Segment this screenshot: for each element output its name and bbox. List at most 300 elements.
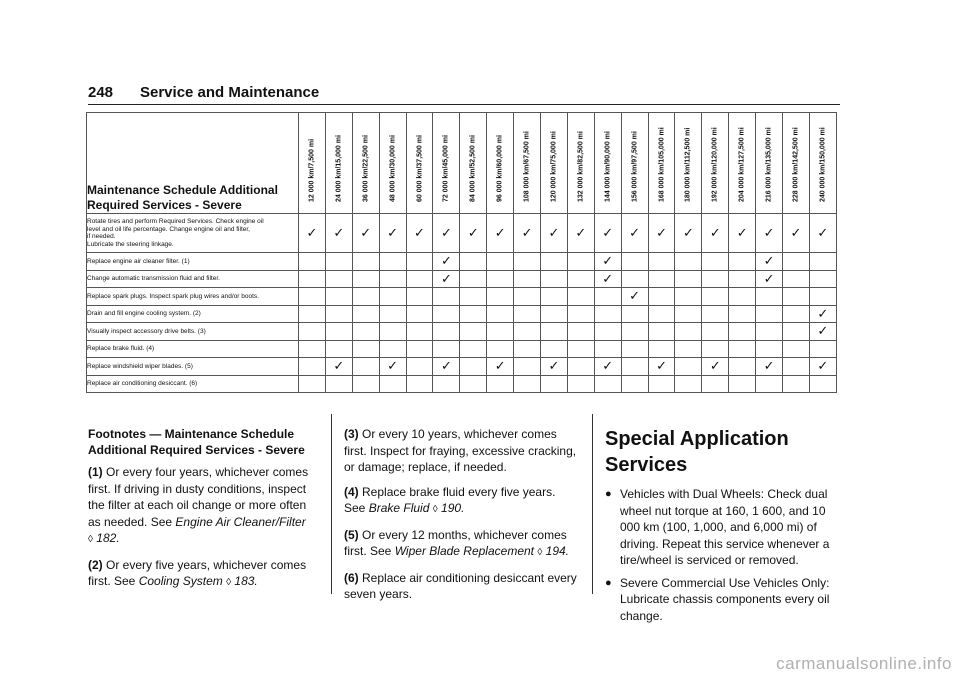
empty-cell <box>541 340 568 358</box>
empty-cell <box>487 340 514 358</box>
interval-label: 216 000 km/135,000 mi <box>765 127 773 202</box>
service-label-line: Drain and fill engine cooling system. (2) <box>87 310 201 317</box>
special-services-item-text: Vehicles with Dual Wheels: Check dual wheel nut torque at 160, 1 600, and 10 000 km (100, 1,000, and 6,000 mi) of driving. Repeat this service whenever a tire/wheel is serviced or removed. <box>620 487 830 567</box>
page-ref-icon: ◊ <box>537 547 543 558</box>
check-cell <box>406 214 433 253</box>
interval-label: 192 000 km/120,000 mi <box>711 127 719 202</box>
check-cell <box>809 305 836 323</box>
empty-cell <box>809 270 836 288</box>
empty-cell <box>299 253 326 271</box>
empty-cell <box>702 270 729 288</box>
interval-label: 156 000 km/97,500 mi <box>631 131 639 202</box>
special-services-item-text: Severe Commercial Use Vehicles Only: Lubricate chassis components every oil change. <box>620 575 830 623</box>
interval-label: 240 000 km/150,000 mi <box>819 127 827 202</box>
checkmark-icon: ✓ <box>629 288 641 304</box>
empty-cell <box>594 375 621 393</box>
interval-label: 168 000 km/105,000 mi <box>658 127 666 202</box>
check-cell <box>756 214 783 253</box>
service-label <box>87 375 299 393</box>
empty-cell <box>809 253 836 271</box>
checkmark-icon: ✓ <box>467 225 479 240</box>
empty-cell <box>567 323 594 341</box>
empty-cell <box>460 375 487 393</box>
check-cell <box>675 214 702 253</box>
empty-cell <box>352 270 379 288</box>
empty-cell <box>567 375 594 393</box>
schedule-title-line1: Maintenance Schedule Additional <box>87 183 278 197</box>
check-cell <box>809 358 836 376</box>
empty-cell <box>675 253 702 271</box>
footnote-4 <box>344 484 580 519</box>
service-label-line: Replace air conditioning desiccant. (6) <box>87 380 198 387</box>
empty-cell <box>621 323 648 341</box>
checkmark-icon: ✓ <box>629 225 641 240</box>
checkmark-icon: ✓ <box>602 225 614 240</box>
schedule-title <box>87 113 299 214</box>
service-label <box>87 323 299 341</box>
footnotes-column-2 <box>344 414 580 611</box>
footnote-5 <box>344 527 580 562</box>
empty-cell <box>299 288 326 306</box>
check-cell <box>594 358 621 376</box>
empty-cell <box>783 375 810 393</box>
empty-cell <box>594 340 621 358</box>
empty-cell <box>675 340 702 358</box>
empty-cell <box>756 323 783 341</box>
special-services-heading: Special Application Services <box>605 428 789 476</box>
footnote-3 <box>344 426 580 476</box>
checkmark-icon: ✓ <box>548 358 560 374</box>
interval-label: 60 000 km/37,500 mi <box>416 135 423 202</box>
empty-cell <box>514 270 541 288</box>
interval-label: 12 000 km/7,500 mi <box>308 138 316 202</box>
interval-header <box>460 113 487 214</box>
interval-header <box>514 113 541 214</box>
interval-label: 48 000 km/30,000 mi <box>389 135 397 202</box>
table-row <box>87 323 837 341</box>
checkmark-icon: ✓ <box>575 225 587 240</box>
empty-cell <box>621 375 648 393</box>
footnote-end: . <box>461 501 465 515</box>
empty-cell <box>487 288 514 306</box>
footnote-text: Or every four years, whichever comes first. If driving in dusty conditions, inspect the filter at each oil change or more often as needed. See <box>88 465 309 529</box>
footnote-number: (1) <box>88 465 103 479</box>
empty-cell <box>433 375 460 393</box>
empty-cell <box>433 323 460 341</box>
header-rule <box>88 104 840 105</box>
empty-cell <box>433 305 460 323</box>
footnote-page-ref[interactable]: 194 <box>545 544 566 558</box>
empty-cell <box>352 323 379 341</box>
interval-header <box>433 113 460 214</box>
interval-header <box>702 113 729 214</box>
empty-cell <box>809 375 836 393</box>
empty-cell <box>594 323 621 341</box>
empty-cell <box>729 323 756 341</box>
empty-cell <box>325 340 352 358</box>
empty-cell <box>567 358 594 376</box>
footnote-text: Or every five years, whichever comes first. See <box>88 557 307 588</box>
empty-cell <box>783 340 810 358</box>
empty-cell <box>541 288 568 306</box>
interval-header <box>809 113 836 214</box>
table-row <box>87 288 837 306</box>
interval-header <box>756 113 783 214</box>
table-row <box>87 375 837 393</box>
check-cell <box>621 288 648 306</box>
maintenance-schedule-table <box>86 112 837 393</box>
check-cell <box>702 214 729 253</box>
empty-cell <box>379 288 406 306</box>
footnote-page-ref[interactable]: 183 <box>234 574 255 588</box>
table-row <box>87 358 837 376</box>
empty-cell <box>783 270 810 288</box>
empty-cell <box>487 323 514 341</box>
checkmark-icon: ✓ <box>763 225 775 240</box>
check-cell <box>648 214 675 253</box>
check-cell <box>756 358 783 376</box>
empty-cell <box>406 270 433 288</box>
interval-header <box>541 113 568 214</box>
column-divider <box>331 414 332 594</box>
special-services-item <box>605 575 841 625</box>
empty-cell <box>729 375 756 393</box>
empty-cell <box>567 270 594 288</box>
footnote-1 <box>88 464 310 549</box>
empty-cell <box>299 270 326 288</box>
special-services-item <box>605 486 841 569</box>
empty-cell <box>729 305 756 323</box>
service-label-line: Rotate tires and perform Required Services. Check engine oil <box>87 218 264 225</box>
footnote-number: (5) <box>344 527 359 542</box>
interval-header <box>487 113 514 214</box>
empty-cell <box>299 375 326 393</box>
check-cell <box>299 214 326 253</box>
service-label-line: Change automatic transmission fluid and filter. <box>87 275 220 282</box>
service-label <box>87 358 299 376</box>
empty-cell <box>406 340 433 358</box>
footnote-link-engine-air-cleaner[interactable]: Engine Air Cleaner/Filter <box>175 514 306 529</box>
page-header <box>88 84 840 104</box>
empty-cell <box>567 340 594 358</box>
interval-header <box>594 113 621 214</box>
table-row <box>87 214 837 253</box>
empty-cell <box>406 305 433 323</box>
footnote-end: . <box>565 544 570 558</box>
empty-cell <box>352 305 379 323</box>
interval-label: 228 000 km/142,500 mi <box>792 127 800 202</box>
interval-label: 72 000 km/45,000 mi <box>442 135 450 202</box>
checkmark-icon: ✓ <box>414 225 425 240</box>
footnote-number: (2) <box>88 557 103 572</box>
check-cell <box>648 358 675 376</box>
footnote-number: (3) <box>344 427 359 441</box>
checkmark-icon: ✓ <box>817 358 829 374</box>
empty-cell <box>487 270 514 288</box>
interval-header <box>299 113 326 214</box>
interval-label: 96 000 km/60,000 mi <box>496 135 504 202</box>
checkmark-icon: ✓ <box>494 358 506 374</box>
empty-cell <box>379 305 406 323</box>
empty-cell <box>325 375 352 393</box>
checkmark-icon: ✓ <box>306 225 318 240</box>
checkmark-icon: ✓ <box>333 225 345 240</box>
checkmark-icon: ✓ <box>333 358 345 374</box>
interval-header <box>567 113 594 214</box>
checkmark-icon: ✓ <box>602 270 614 286</box>
empty-cell <box>514 340 541 358</box>
empty-cell <box>648 305 675 323</box>
empty-cell <box>675 288 702 306</box>
empty-cell <box>299 340 326 358</box>
empty-cell <box>406 358 433 376</box>
check-cell <box>433 214 460 253</box>
page-ref-icon: ◊ <box>88 534 93 545</box>
service-label-line: Replace spark plugs. Inspect spark plug wires and/or boots. <box>87 292 259 300</box>
empty-cell <box>648 323 675 341</box>
checkmark-icon: ✓ <box>387 225 399 240</box>
empty-cell <box>514 288 541 306</box>
empty-cell <box>541 323 568 341</box>
empty-cell <box>487 253 514 271</box>
schedule-body <box>87 214 837 393</box>
empty-cell <box>729 358 756 376</box>
empty-cell <box>675 358 702 376</box>
empty-cell <box>433 340 460 358</box>
interval-header <box>621 113 648 214</box>
schedule-title-line2: Required Services - Severe <box>87 198 242 212</box>
table-row <box>87 270 837 288</box>
footnote-2 <box>88 557 310 592</box>
service-label <box>87 270 299 288</box>
empty-cell <box>514 358 541 376</box>
empty-cell <box>433 288 460 306</box>
empty-cell <box>514 305 541 323</box>
check-cell <box>729 214 756 253</box>
empty-cell <box>756 375 783 393</box>
footnote-page-ref[interactable]: 182 <box>96 531 117 545</box>
empty-cell <box>567 305 594 323</box>
column-divider <box>592 414 593 594</box>
check-cell <box>702 358 729 376</box>
empty-cell <box>783 288 810 306</box>
interval-label: 24 000 km/15,000 mi <box>335 135 343 202</box>
interval-header <box>783 113 810 214</box>
empty-cell <box>325 288 352 306</box>
checkmark-icon: ✓ <box>763 270 775 286</box>
empty-cell <box>379 375 406 393</box>
empty-cell <box>299 323 326 341</box>
checkmark-icon: ✓ <box>440 225 452 240</box>
check-cell <box>352 214 379 253</box>
checkmark-icon: ✓ <box>790 225 802 240</box>
check-cell <box>567 214 594 253</box>
empty-cell <box>702 305 729 323</box>
check-cell <box>487 358 514 376</box>
service-label <box>87 288 299 306</box>
checkmark-icon: ✓ <box>602 358 614 374</box>
service-label <box>87 305 299 323</box>
footnotes-heading-line1: Footnotes — Maintenance Schedule <box>88 427 295 441</box>
empty-cell <box>594 305 621 323</box>
service-label <box>87 253 299 271</box>
empty-cell <box>325 305 352 323</box>
checkmark-icon: ✓ <box>763 253 775 269</box>
page-number: 248 <box>88 84 114 101</box>
check-cell <box>487 214 514 253</box>
bullet-icon: ● <box>605 488 612 500</box>
table-row <box>87 253 837 271</box>
empty-cell <box>729 253 756 271</box>
empty-cell <box>379 270 406 288</box>
empty-cell <box>675 270 702 288</box>
service-label-line: Replace engine air cleaner filter. (1) <box>87 257 190 265</box>
footnote-6 <box>344 570 580 603</box>
checkmark-icon: ✓ <box>602 253 614 269</box>
service-label-line: if needed. <box>87 233 116 240</box>
check-cell <box>809 214 836 253</box>
empty-cell <box>460 340 487 358</box>
service-label <box>87 214 299 253</box>
empty-cell <box>648 288 675 306</box>
footnote-text: Or every 10 years, whichever comes first. Inspect for fraying, excessive cracking, or damage; replace, if needed. <box>344 427 577 474</box>
empty-cell <box>675 323 702 341</box>
empty-cell <box>487 375 514 393</box>
empty-cell <box>406 323 433 341</box>
empty-cell <box>621 270 648 288</box>
empty-cell <box>541 270 568 288</box>
bullet-icon: ● <box>605 576 612 589</box>
empty-cell <box>352 253 379 271</box>
empty-cell <box>648 270 675 288</box>
empty-cell <box>325 270 352 288</box>
empty-cell <box>352 340 379 358</box>
interval-header <box>729 113 756 214</box>
check-cell <box>433 253 460 271</box>
checkmark-icon: ✓ <box>494 225 506 240</box>
checkmark-icon: ✓ <box>656 358 667 374</box>
check-cell <box>783 214 810 253</box>
empty-cell <box>460 270 487 288</box>
interval-header <box>352 113 379 214</box>
check-cell <box>594 270 621 288</box>
interval-header <box>406 113 433 214</box>
empty-cell <box>702 288 729 306</box>
table-row <box>87 340 837 358</box>
empty-cell <box>406 288 433 306</box>
checkmark-icon: ✓ <box>709 358 721 374</box>
empty-cell <box>325 253 352 271</box>
checkmark-icon: ✓ <box>440 253 452 269</box>
checkmark-icon: ✓ <box>548 225 560 240</box>
footnote-number: (4) <box>344 484 359 499</box>
empty-cell <box>702 375 729 393</box>
checkmark-icon: ✓ <box>817 323 829 339</box>
interval-label: 204 000 km/127,500 mi <box>738 127 746 202</box>
empty-cell <box>379 323 406 341</box>
check-cell <box>756 270 783 288</box>
interval-label: 120 000 km/75,000 mi <box>550 131 558 202</box>
interval-label: 108 000 km/67,500 mi <box>523 131 531 202</box>
check-cell <box>325 358 352 376</box>
check-cell <box>594 214 621 253</box>
empty-cell <box>621 358 648 376</box>
footnote-link-wiper-blade[interactable]: Wiper Blade Replacement <box>394 544 534 558</box>
empty-cell <box>406 253 433 271</box>
check-cell <box>379 358 406 376</box>
check-cell <box>541 214 568 253</box>
checkmark-icon: ✓ <box>817 305 829 321</box>
footnote-number: (6) <box>344 570 359 585</box>
checkmark-icon: ✓ <box>682 225 694 240</box>
empty-cell <box>809 340 836 358</box>
empty-cell <box>783 323 810 341</box>
empty-cell <box>756 305 783 323</box>
special-services-column <box>605 414 841 630</box>
empty-cell <box>352 288 379 306</box>
empty-cell <box>460 288 487 306</box>
empty-cell <box>621 340 648 358</box>
footnote-page-ref[interactable]: 190 <box>441 501 462 515</box>
check-cell <box>460 214 487 253</box>
footnote-text: Replace brake fluid every five years. See <box>344 484 556 515</box>
checkmark-icon: ✓ <box>656 225 667 240</box>
footnotes-column-1 <box>88 414 310 600</box>
check-cell <box>621 214 648 253</box>
empty-cell <box>460 253 487 271</box>
empty-cell <box>379 253 406 271</box>
empty-cell <box>756 288 783 306</box>
footnote-link-cooling-system[interactable]: Cooling System <box>138 574 223 588</box>
empty-cell <box>299 358 326 376</box>
check-cell <box>809 323 836 341</box>
empty-cell <box>756 340 783 358</box>
empty-cell <box>783 305 810 323</box>
service-label-line: Replace windshield wiper blades. (5) <box>87 362 193 370</box>
empty-cell <box>406 375 433 393</box>
empty-cell <box>567 253 594 271</box>
empty-cell <box>675 305 702 323</box>
interval-label: 132 000 km/82,500 mi <box>577 131 585 202</box>
check-cell <box>756 253 783 271</box>
empty-cell <box>541 375 568 393</box>
interval-header <box>325 113 352 214</box>
empty-cell <box>621 305 648 323</box>
check-cell <box>541 358 568 376</box>
interval-header <box>675 113 702 214</box>
empty-cell <box>809 288 836 306</box>
service-label-line: Lubricate the steering linkage. <box>87 240 174 248</box>
service-label-line: Replace brake fluid. (4) <box>87 345 155 352</box>
service-label-line: level and oil life percentage. Change engine oil and filter, <box>87 225 250 233</box>
service-label-line: Visually inspect accessory drive belts. (3) <box>87 327 206 335</box>
footnote-link-brake-fluid[interactable]: Brake Fluid <box>368 501 430 515</box>
empty-cell <box>621 253 648 271</box>
footnote-text: Replace air conditioning desiccant every seven years. <box>344 570 577 601</box>
interval-header <box>379 113 406 214</box>
empty-cell <box>460 305 487 323</box>
check-cell <box>379 214 406 253</box>
page-ref-icon: ◊ <box>432 504 438 515</box>
table-row <box>87 305 837 323</box>
service-label <box>87 340 299 358</box>
empty-cell <box>460 358 487 376</box>
empty-cell <box>648 253 675 271</box>
footnote-text: Or every 12 months, whichever comes first. See <box>344 527 567 558</box>
empty-cell <box>783 253 810 271</box>
empty-cell <box>702 253 729 271</box>
check-cell <box>433 358 460 376</box>
